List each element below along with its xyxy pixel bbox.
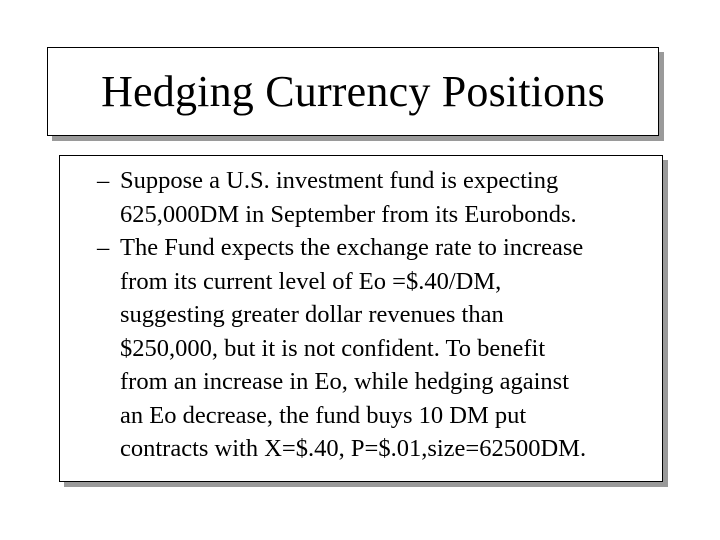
title-box [47,47,659,136]
bullet-line: $250,000, but it is not confident. To benefit [120,334,546,362]
bullet-line: an Eo decrease, the fund buys 10 DM put [120,401,527,429]
slide-title: Hedging Currency Positions [101,66,605,116]
bullet-item-hedging-strategy [60,231,662,466]
bullet-list [60,164,662,466]
bullet-line: from an increase in Eo, while hedging against [120,368,570,395]
bullet-line: Suppose a U.S. investment fund is expecting [120,167,559,194]
bullet-dash: – [97,167,110,194]
bullet-dash: – [97,234,110,261]
bullet-line: suggesting greater dollar revenues than [120,301,504,328]
bullet-line: contracts with X=$.40, P=$.01,size=62500DM. [120,435,587,462]
content-box [59,155,663,482]
bullet-line: The Fund expects the exchange rate to increase [120,234,584,261]
bullet-item-fund-expectation [60,164,662,231]
bullet-line: 625,000DM in September from its Eurobonds. [120,200,577,228]
bullet-line: from its current level of Eo =$.40/DM, [120,267,502,295]
